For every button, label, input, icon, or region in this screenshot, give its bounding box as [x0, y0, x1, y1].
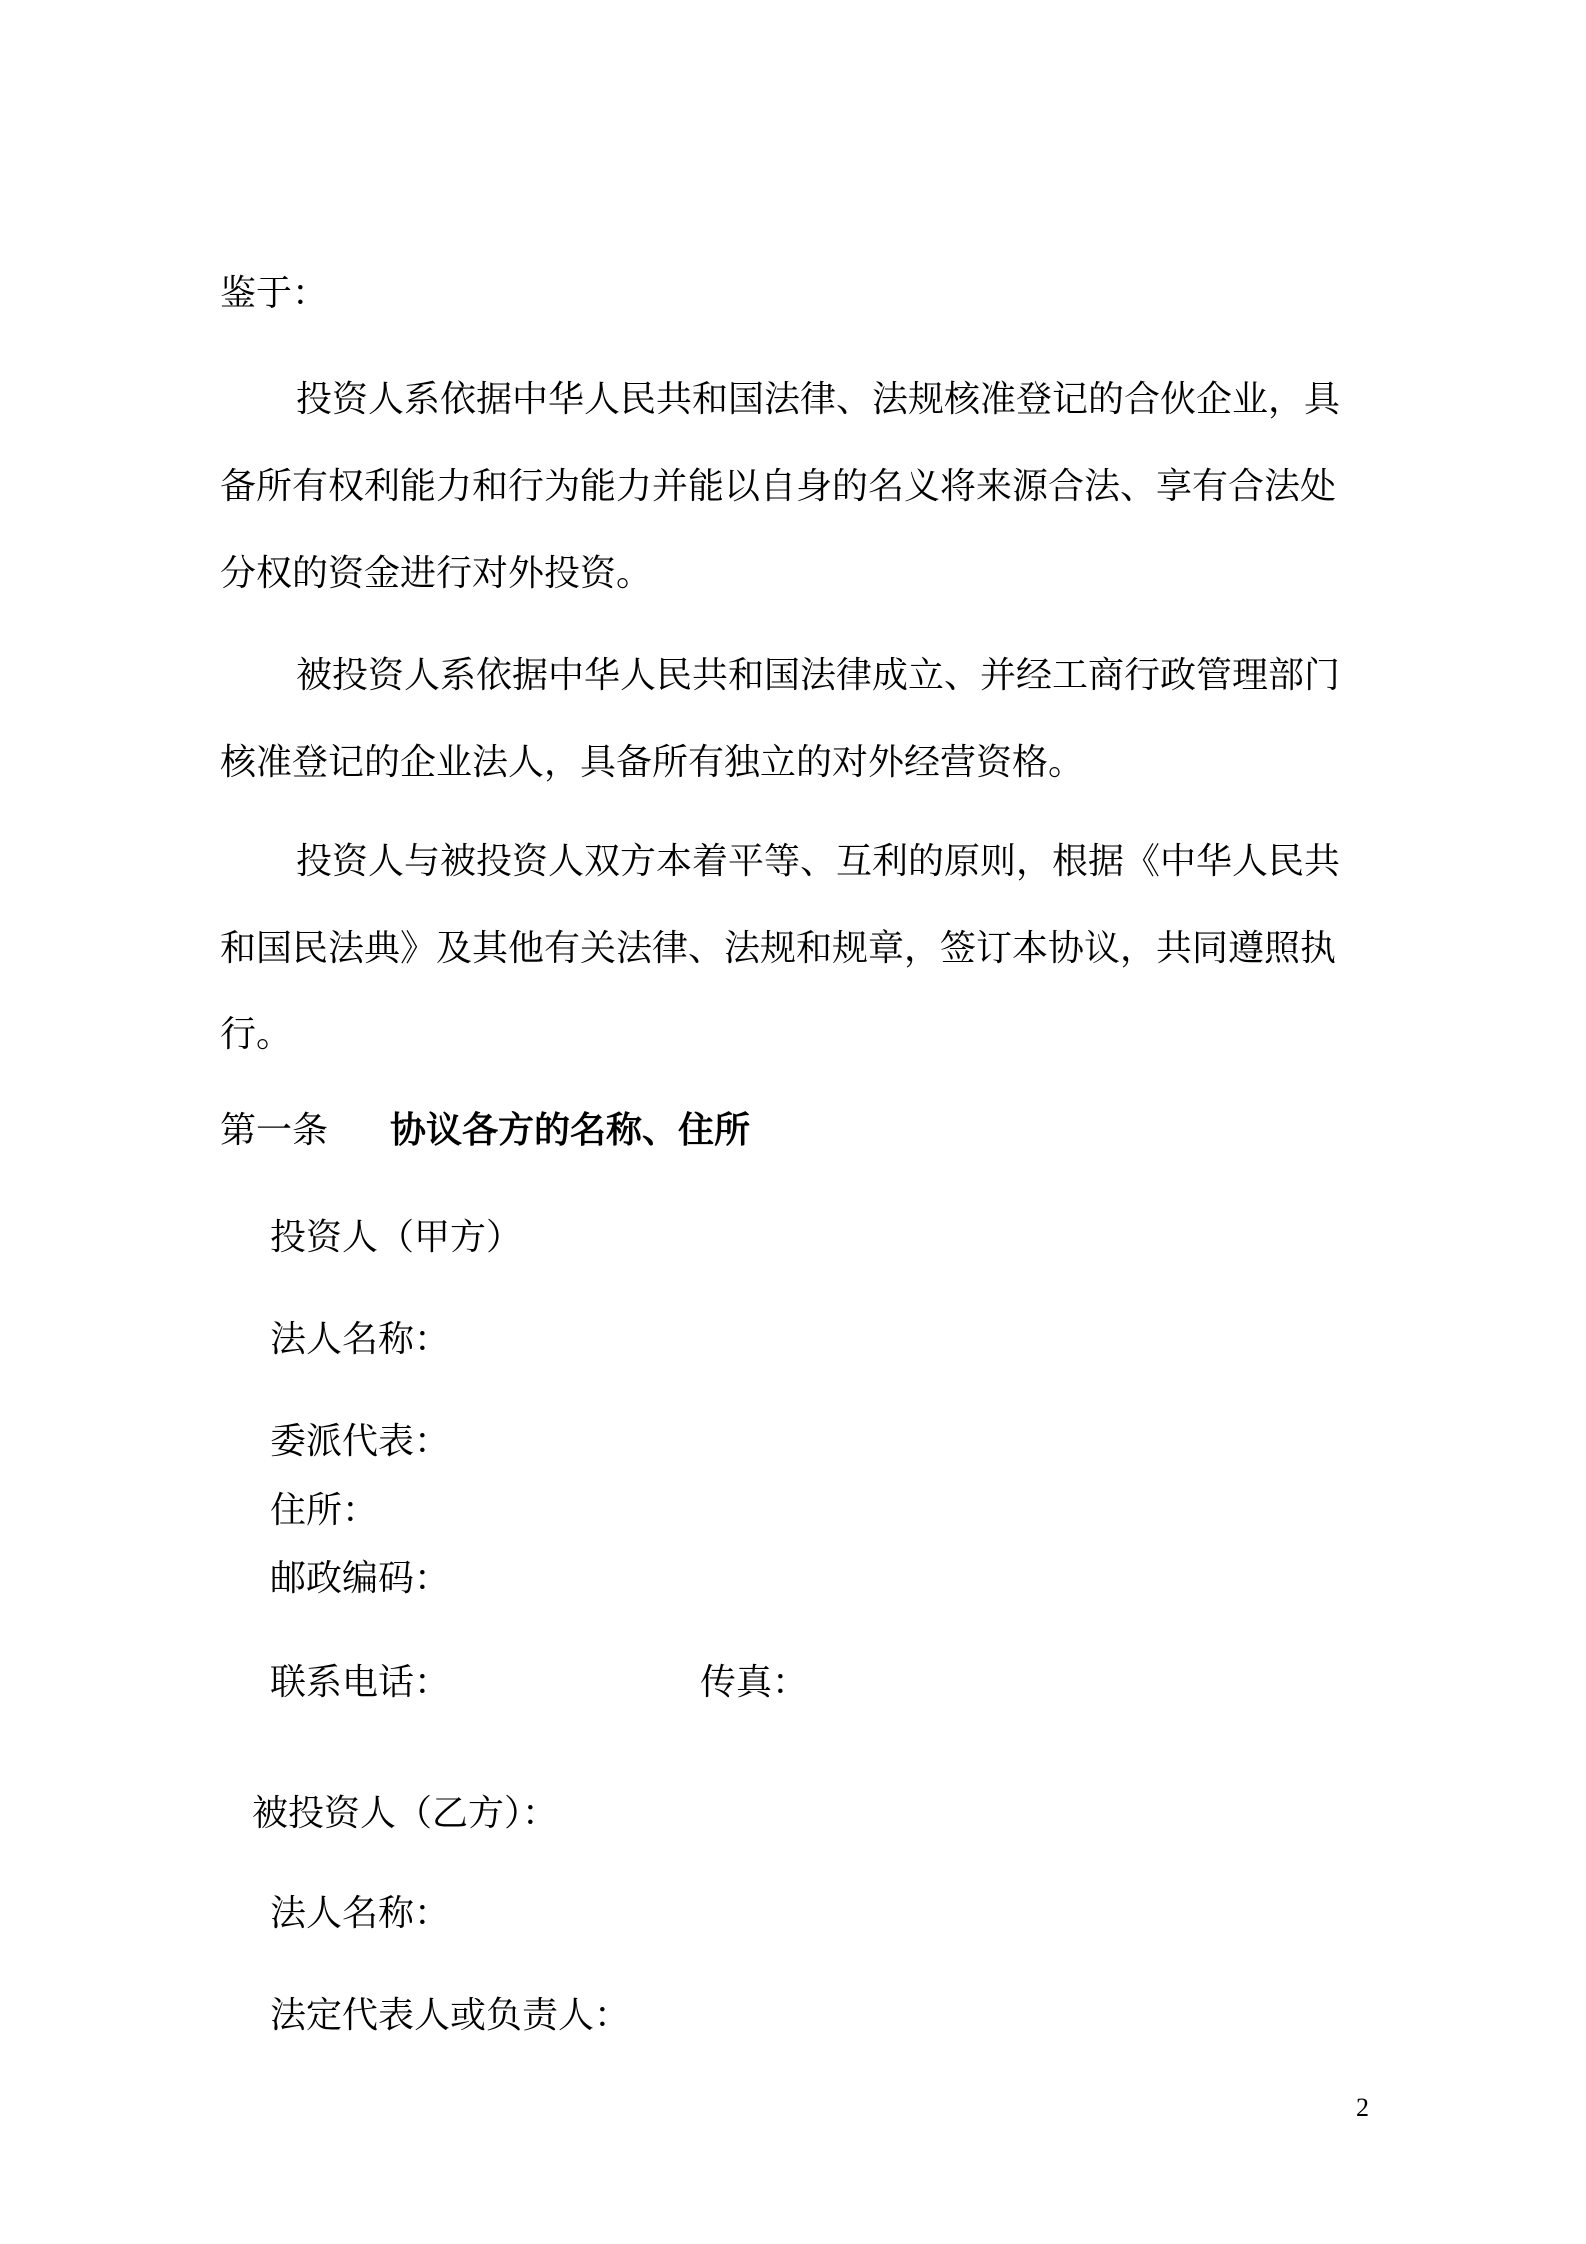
- recital-2-line-2: 核准登记的企业法人，具备所有独立的对外经营资格。: [220, 742, 1085, 783]
- recital-1-line-3: 分权的资金进行对外投资。: [220, 553, 653, 594]
- party-b-representative-label: 法定代表人或负责人：: [270, 1995, 631, 2036]
- recital-3-line-1: 投资人与被投资人双方本着平等、互利的原则，根据《中华人民共: [296, 841, 1341, 882]
- recital-3-line-3: 行。: [220, 1014, 293, 1055]
- party-a-phone-label: 联系电话：: [270, 1662, 451, 1703]
- party-b-heading: 被投资人（乙方）：: [252, 1793, 559, 1834]
- party-a-representative-label: 委派代表：: [270, 1421, 451, 1462]
- party-a-heading: 投资人（甲方）: [270, 1217, 523, 1258]
- recital-2-line-1: 被投资人系依据中华人民共和国法律成立、并经工商行政管理部门: [296, 655, 1341, 696]
- recital-1-line-1: 投资人系依据中华人民共和国法律、法规核准登记的合伙企业，具: [296, 379, 1341, 420]
- party-a-fax-label: 传真：: [700, 1662, 809, 1703]
- recital-1-line-2: 备所有权利能力和行为能力并能以自身的名义将来源合法、享有合法处: [220, 466, 1337, 507]
- party-a-name-label: 法人名称：: [270, 1319, 451, 1360]
- party-a-postcode-label: 邮政编码：: [270, 1558, 451, 1599]
- recitals-heading: 鉴于：: [220, 273, 329, 314]
- article-title: 协议各方的名称、住所: [390, 1110, 751, 1151]
- party-b-name-label: 法人名称：: [270, 1893, 451, 1934]
- page-number: 2: [1356, 2093, 1369, 2122]
- article-number: 第一条: [220, 1110, 329, 1151]
- recital-3-line-2: 和国民法典》及其他有关法律、法规和规章，签订本协议，共同遵照执: [220, 928, 1337, 969]
- party-a-address-label: 住所：: [270, 1490, 379, 1531]
